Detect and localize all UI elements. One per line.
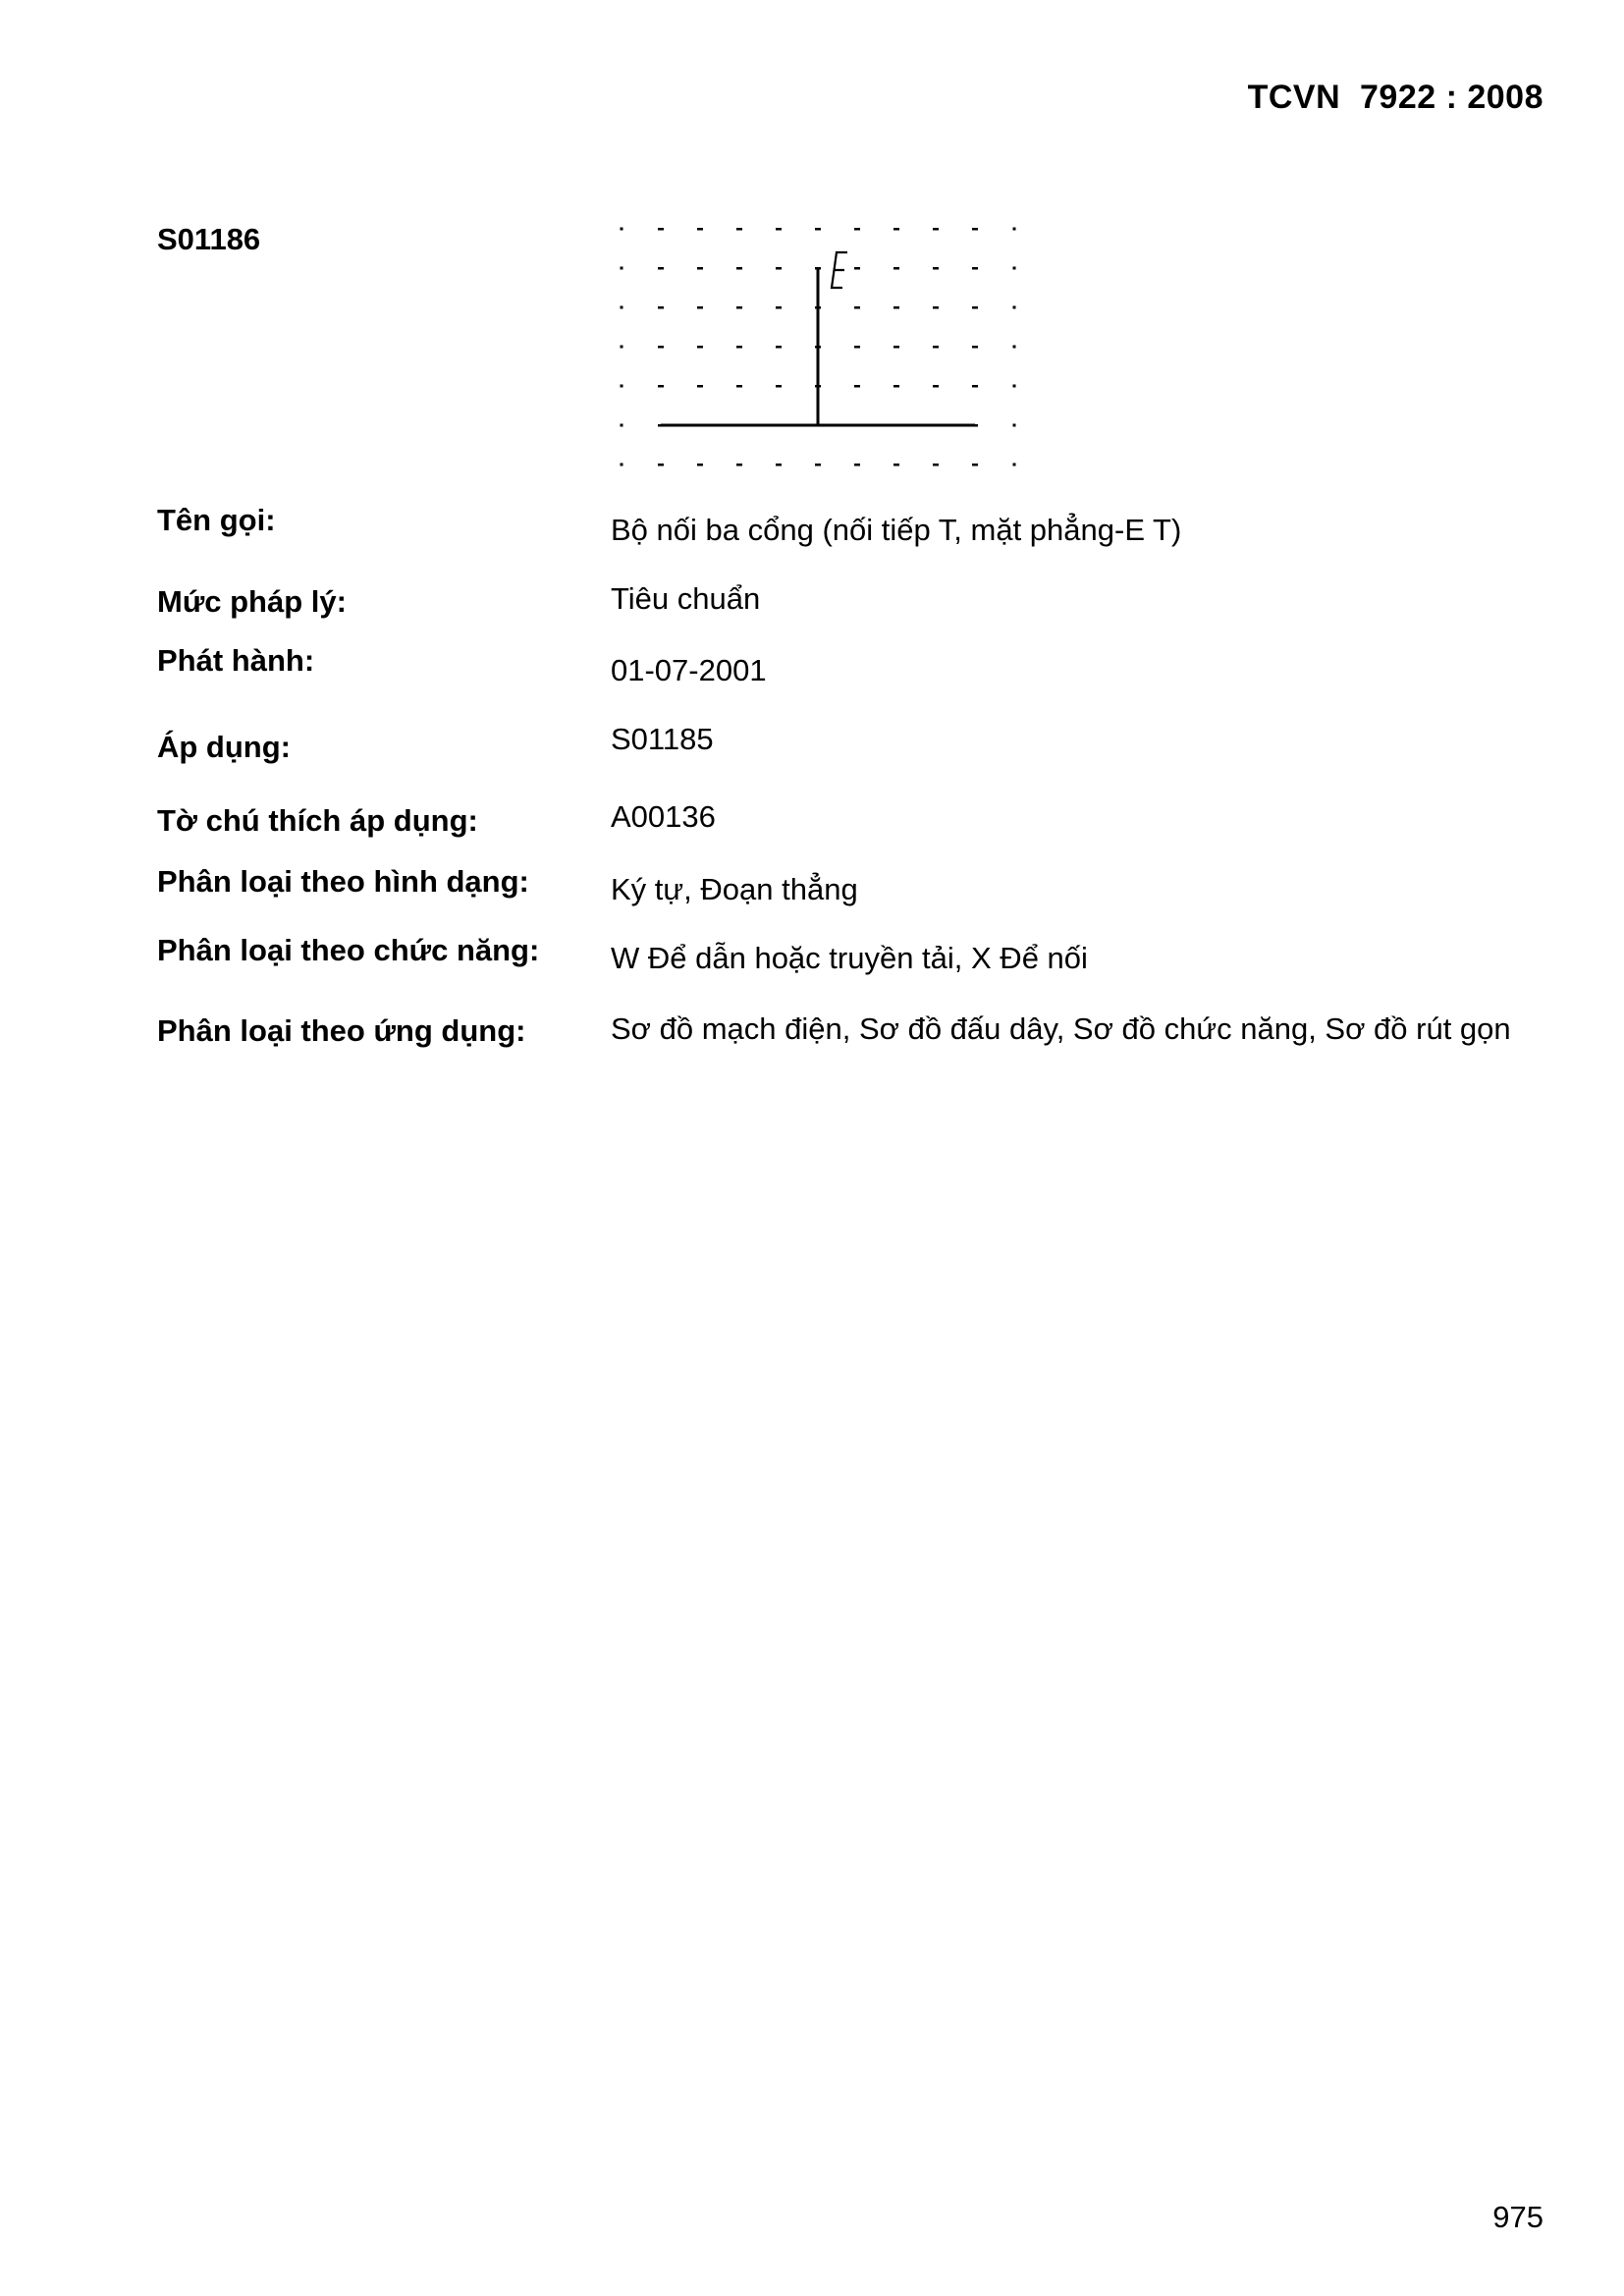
- grid-dot: [972, 267, 978, 270]
- field-legal-status-value: Tiêu chuẩn: [611, 581, 761, 616]
- grid-dot: [736, 267, 742, 270]
- grid-dot: [933, 385, 939, 388]
- grid-dot: [854, 267, 860, 270]
- grid-dot: [697, 306, 703, 309]
- field-issued-value: 01-07-2001: [611, 653, 767, 687]
- grid-dot: [933, 464, 939, 466]
- grid-dot: [697, 464, 703, 466]
- grid-dot: [658, 464, 664, 466]
- grid-dot: [658, 228, 664, 231]
- grid-dot: [893, 346, 899, 349]
- grid-dot: [658, 346, 664, 349]
- grid-dot: [776, 385, 782, 388]
- grid-dot: [776, 464, 782, 466]
- grid-dot: [697, 346, 703, 349]
- grid-dot: [933, 346, 939, 349]
- field-shape-class-label: Phân loại theo hình dạng:: [157, 864, 529, 899]
- page-number: 975: [1492, 2200, 1543, 2234]
- grid-dot: [736, 464, 742, 466]
- grid-dot: [776, 306, 782, 309]
- grid-dot: [893, 228, 899, 231]
- grid-dot: [776, 346, 782, 349]
- grid-dot: [621, 346, 623, 349]
- grid-dot: [658, 267, 664, 270]
- grid-dot: [815, 228, 821, 231]
- grid-dot: [736, 228, 742, 231]
- grid-dot: [933, 228, 939, 231]
- grid-dot: [815, 464, 821, 466]
- field-issued-label: Phát hành:: [157, 643, 315, 678]
- grid-dot: [1013, 267, 1016, 270]
- document-header: TCVN 7922 : 2008: [1247, 79, 1543, 116]
- grid-dot: [776, 267, 782, 270]
- grid-dot: [1013, 385, 1016, 388]
- field-function-class-label: Phân loại theo chức năng:: [157, 933, 540, 967]
- grid-dot: [893, 267, 899, 270]
- grid-dot: [893, 464, 899, 466]
- symbol-code: S01186: [157, 222, 261, 256]
- grid-dot: [621, 228, 623, 231]
- grid-dot: [621, 385, 623, 388]
- grid-dot: [621, 424, 623, 427]
- grid-dot: [621, 267, 623, 270]
- grid-dot: [972, 385, 978, 388]
- field-applies-value: S01185: [611, 722, 714, 756]
- grid-dot: [736, 385, 742, 388]
- grid-dot: [854, 346, 860, 349]
- field-function-class-value: W Để dẫn hoặc truyền tải, X Để nối: [611, 941, 1088, 975]
- grid-dot: [972, 464, 978, 466]
- grid-dot: [658, 306, 664, 309]
- grid-dot: [658, 385, 664, 388]
- symbol-figure: [609, 216, 1031, 471]
- field-application-class-label: Phân loại theo ứng dụng:: [157, 1013, 526, 1048]
- grid-dot: [893, 385, 899, 388]
- grid-dot: [736, 306, 742, 309]
- field-application-class-value: Sơ đồ mạch điện, Sơ đồ đấu dây, Sơ đồ chức năng, Sơ đồ rút gọn: [611, 1011, 1511, 1046]
- field-name-value: Bộ nối ba cổng (nối tiếp T, mặt phẳng-E T): [611, 513, 1182, 547]
- grid-dot: [621, 464, 623, 466]
- grid-dot: [854, 228, 860, 231]
- field-applies-label: Áp dụng:: [157, 730, 292, 764]
- grid-dot: [697, 385, 703, 388]
- grid-dot: [1013, 346, 1016, 349]
- grid-dot: [933, 306, 939, 309]
- grid-dot: [1013, 424, 1016, 427]
- grid-dot: [621, 306, 623, 309]
- grid-dot: [972, 346, 978, 349]
- grid-dot: [933, 267, 939, 270]
- grid-dot: [736, 346, 742, 349]
- grid-dot: [697, 228, 703, 231]
- grid-dot: [972, 306, 978, 309]
- field-legal-status-label: Mức pháp lý:: [157, 584, 347, 619]
- grid-dot: [854, 385, 860, 388]
- grid-dot: [776, 228, 782, 231]
- grid-dot: [1013, 306, 1016, 309]
- field-note-sheet-label: Tờ chú thích áp dụng:: [157, 803, 478, 838]
- grid-dot: [972, 228, 978, 231]
- field-name-label: Tên gọi:: [157, 503, 276, 537]
- grid-dot: [697, 267, 703, 270]
- grid-dot: [854, 306, 860, 309]
- symbol-letter-e: [832, 252, 847, 288]
- field-note-sheet-value: A00136: [611, 799, 716, 834]
- grid-dot: [893, 306, 899, 309]
- field-shape-class-value: Ký tự, Đoạn thẳng: [611, 872, 858, 906]
- grid-dot: [1013, 464, 1016, 466]
- grid-dot: [854, 464, 860, 466]
- grid-dot: [1013, 228, 1016, 231]
